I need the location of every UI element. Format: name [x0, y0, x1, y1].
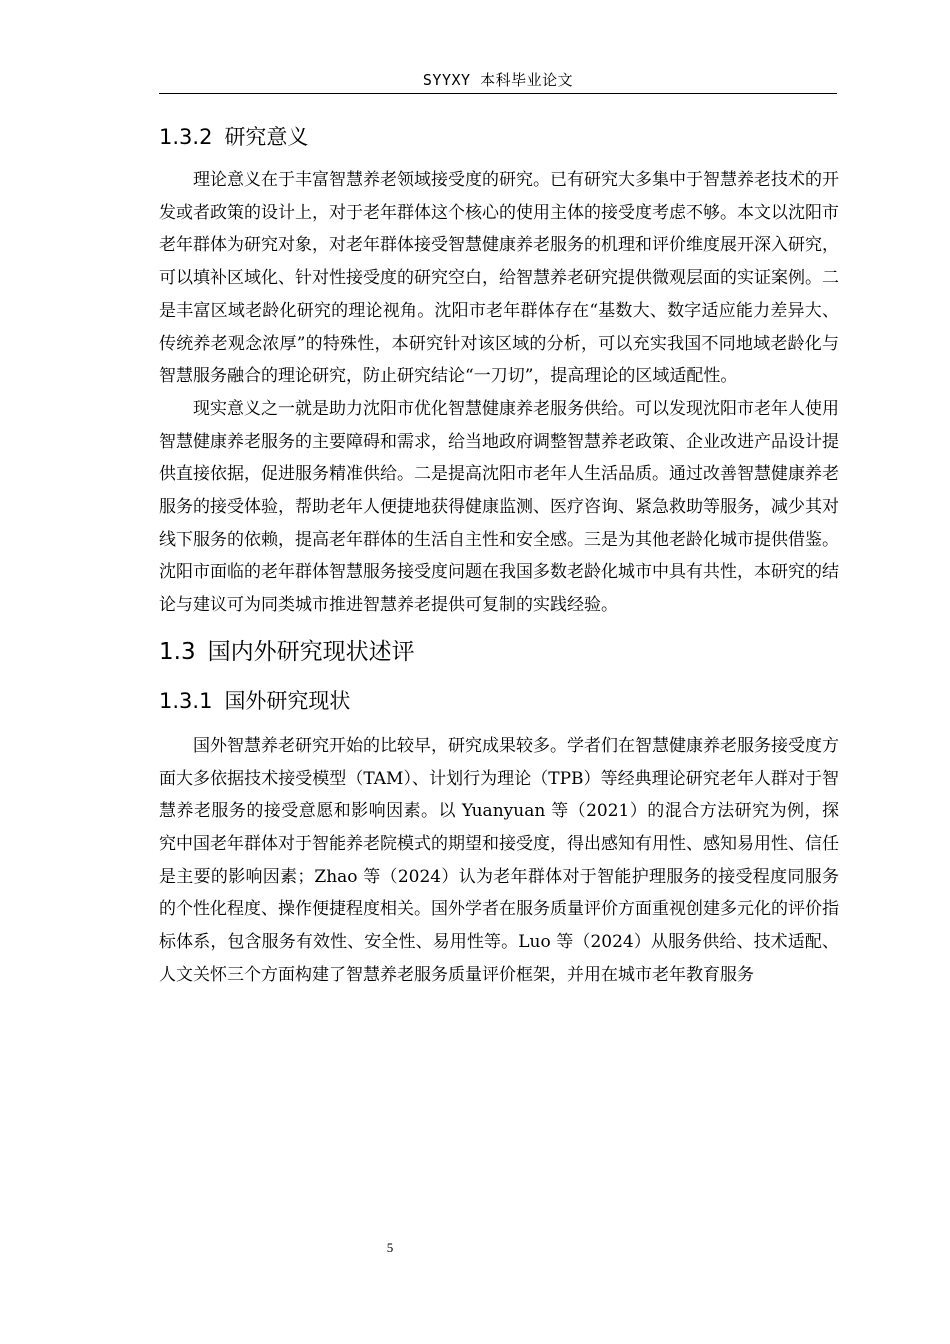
- section-heading-1-3: [159, 636, 839, 668]
- section-number: 1.3.2: [159, 125, 213, 149]
- paragraph-practical-significance: 现实意义之一就是助力沈阳市优化智慧健康养老服务供给。可以发现沈阳市老年人使用智慧健康养老服务的主要障碍和需求，给当地政府调整智慧养老政策、企业改进产品设计提供直接依据，促进服务精准供给。二是提高沈阳市老年人生活品质。通过改善智慧健康养老服务的接受体验，帮助老年人便捷地获得健康监测、医疗咨询、紧急救助等服务，减少其对线下服务的依赖，提高老年群体的生活自主性和安全感。三是为其他老龄化城市提供借鉴。沈阳市面临的老年群体智慧服务接受度问题在我国多数老龄化城市中具有共性，本研究的结论与建议可为同类城市推进智慧养老提供可复制的实践经验。: [159, 398, 839, 616]
- section-number: 1.3.1: [159, 688, 213, 713]
- section-heading-1-3-2: [159, 122, 839, 152]
- running-header: SYYXY 本科毕业论文: [422, 71, 574, 89]
- section-heading-1-3-1: [159, 686, 839, 716]
- section-title: 国内外研究现状述评: [207, 638, 415, 665]
- section-number: 1.3: [159, 638, 196, 665]
- page-number: 5: [386, 1240, 394, 1255]
- paragraph-theoretical-significance: 理论意义在于丰富智慧养老领域接受度的研究。已有研究大多集中于智慧养老技术的开发或者政策的设计上，对于老年群体这个核心的使用主体的接受度考虑不够。本文以沈阳市老年群体为研究对象，对老年群体接受智慧健康养老服务的机理和评价维度展开深入研究，可以填补区域化、针对性接受度的研究空白，给智慧养老研究提供微观层面的实证案例。二是丰富区域老龄化研究的理论视角。沈阳市老年群体存在“基数大、数字适应能力差异大、传统养老观念浓厚”的特殊性，本研究针对该区域的分析，可以充实我国不同地域老龄化与智慧服务融合的理论研究，防止研究结论“一刀切”，提高理论的区域适配性。: [159, 170, 839, 387]
- header-rule: [159, 93, 837, 94]
- paragraph-foreign-research: 国外智慧养老研究开始的比较早，研究成果较多。学者们在智慧健康养老服务接受度方面大多依据技术接受模型（TAM）、计划行为理论（TPB）等经典理论研究老年人群对于智慧养老服务的接受意愿和影响因素。以 Yuanyuan 等（2021）的混合方法研究为例，探究中国老年群体对于智能养老院模式的期望和接受度，得出感知有用性、感知易用性、信任是主要的影响因素；Zhao 等（2024）认为老年群体对于智能护理服务的接受程度同服务的个性化程度、操作便捷程度相关。国外学者在服务质量评价方面重视创建多元化的评价指标体系，包含服务有效性、安全性、易用性等。Luo 等（2024）从服务供给、技术适配、人文关怀三个方面构建了智慧养老服务质量评价框架，并用在城市老年教育服务: [159, 735, 840, 985]
- section-title: 研究意义: [224, 125, 309, 149]
- page-body: [159, 112, 839, 991]
- section-title: 国外研究现状: [224, 688, 351, 713]
